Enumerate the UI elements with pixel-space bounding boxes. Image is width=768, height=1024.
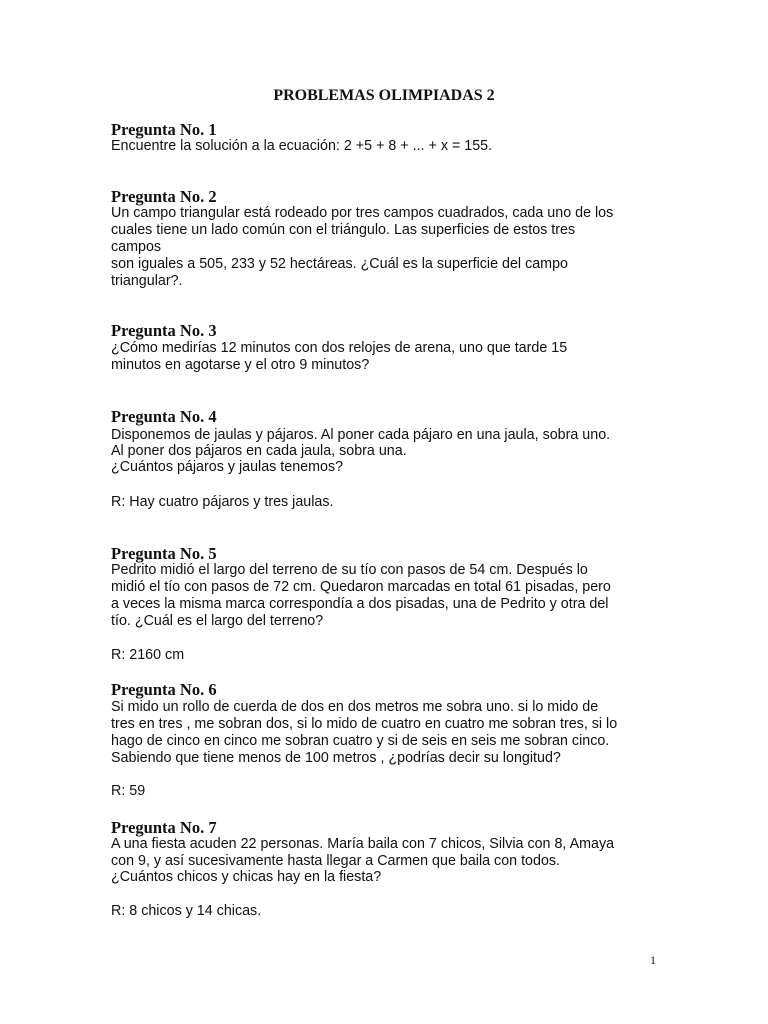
- question-4-text: ¿Cuántos pájaros y jaulas tenemos?: [111, 459, 344, 475]
- question-5-text: tío. ¿Cuál es el largo del terreno?: [111, 613, 324, 629]
- question-7-text: con 9, y así sucesivamente hasta llegar a Carmen que baila con todos.: [111, 853, 561, 869]
- question-7-heading: Pregunta No. 7: [111, 818, 217, 837]
- question-6-text: tres en tres , me sobran dos, si lo mido de cuatro en cuatro me sobran tres, si lo: [111, 716, 618, 732]
- question-5-heading: Pregunta No. 5: [111, 544, 217, 563]
- page-number: 1: [650, 953, 656, 967]
- question-6-text: Sabiendo que tiene menos de 100 metros , ¿podrías decir su longitud?: [111, 750, 561, 766]
- question-2-text: campos: [111, 239, 162, 255]
- question-3-heading: Pregunta No. 3: [111, 321, 217, 340]
- question-5-text: a veces la misma marca correspondía a dos pisadas, una de Pedrito y otra del: [111, 596, 609, 612]
- question-6-text: hago de cinco en cinco me sobran cuatro y si de seis en seis me sobran cinco.: [111, 733, 610, 749]
- document-title: PROBLEMAS OLIMPIADAS 2: [273, 87, 495, 104]
- question-4-heading: Pregunta No. 4: [111, 407, 217, 426]
- question-7-text: ¿Cuántos chicos y chicas hay en la fiesta?: [111, 869, 382, 885]
- question-4-text: Al poner dos pájaros en cada jaula, sobra una.: [111, 443, 407, 459]
- question-5-answer: R: 2160 cm: [111, 647, 185, 663]
- question-6-answer: R: 59: [111, 783, 146, 799]
- question-5-text: midió el tío con pasos de 72 cm. Quedaron marcadas en total 61 pisadas, pero: [111, 579, 611, 595]
- question-2-text: Un campo triangular está rodeado por tres campos cuadrados, cada uno de los: [111, 205, 614, 221]
- question-2-heading: Pregunta No. 2: [111, 187, 217, 206]
- question-1-heading: Pregunta No. 1: [111, 120, 217, 139]
- question-3-text: minutos en agotarse y el otro 9 minutos?: [111, 357, 370, 373]
- question-2-text: triangular?.: [111, 273, 183, 289]
- question-7-answer: R: 8 chicos y 14 chicas.: [111, 903, 262, 919]
- question-4-text: Disponemos de jaulas y pájaros. Al poner cada pájaro en una jaula, sobra uno.: [111, 427, 611, 443]
- question-5-text: Pedrito midió el largo del terreno de su tío con pasos de 54 cm. Después lo: [111, 562, 588, 578]
- question-2-text: cuales tiene un lado común con el triángulo. Las superficies de estos tres: [111, 222, 576, 238]
- question-2-text: son iguales a 505, 233 y 52 hectáreas. ¿Cuál es la superficie del campo: [111, 256, 568, 272]
- question-6-heading: Pregunta No. 6: [111, 680, 217, 699]
- question-3-text: ¿Cómo medirías 12 minutos con dos relojes de arena, uno que tarde 15: [111, 340, 568, 356]
- question-6-text: Si mido un rollo de cuerda de dos en dos metros me sobra uno. si lo mido de: [111, 699, 599, 715]
- question-7-text: A una fiesta acuden 22 personas. María baila con 7 chicos, Silvia con 8, Amaya: [111, 836, 615, 852]
- question-4-answer: R: Hay cuatro pájaros y tres jaulas.: [111, 494, 334, 510]
- question-1-text: Encuentre la solución a la ecuación: 2 +5 + 8 + ... + x = 155.: [111, 138, 493, 154]
